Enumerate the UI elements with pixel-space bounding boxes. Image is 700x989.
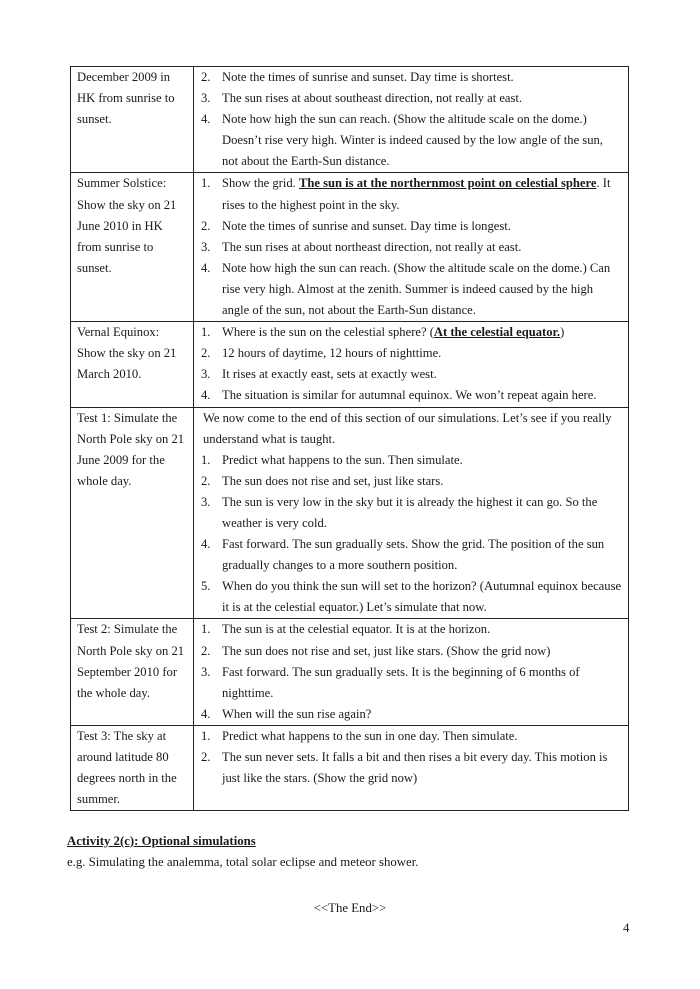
list-item (201, 576, 622, 618)
list-item (201, 641, 622, 662)
list-item (201, 173, 622, 215)
list-item (201, 450, 622, 471)
row-label: Test 3: The sky at around latitude 80 degrees north in the summer. (71, 725, 194, 810)
item-text: When do you think the sun will set to the horizon? (Autumnal equinox because it is at the celestial equator.) Let’s simulate that now. (222, 579, 622, 615)
item-text: The sun is at the celestial equator. It is at the horizon. (222, 622, 491, 637)
row-label: December 2009 in HK from sunrise to sunset. (71, 67, 194, 173)
item-text: Note the times of sunrise and sunset. Day time is shortest. (222, 70, 514, 84)
list-item (201, 471, 622, 492)
item-text: The sun never sets. It falls a bit and then rises a bit every day. This motion is just like the stars. (Show the grid now) (222, 750, 608, 786)
item-text: The sun does not rise and set, just like stars. (222, 473, 444, 488)
item-number: 2. (201, 218, 211, 233)
list-item (201, 726, 622, 747)
row-content (194, 725, 629, 810)
table-row (71, 725, 629, 810)
item-text: Fast forward. The sun gradually sets. It is the beginning of 6 months of nighttime. (222, 664, 580, 700)
row-content (194, 322, 629, 407)
item-text: Fast forward. The sun gradually sets. Show the grid. The position of the sun gradually changes to a more southern position. (222, 537, 605, 573)
list-item (201, 109, 622, 172)
emphasized-text: The sun is at the northernmost point on celestial sphere (298, 176, 597, 191)
text-segment: Where is the sun on the celestial sphere? ( (222, 325, 434, 340)
item-number: 1. (201, 728, 211, 743)
emphasized-text: At the celestial equator. (433, 325, 561, 340)
text-segment: ) (560, 325, 565, 340)
item-text: The sun rises at about southeast direction, not really at east. (222, 91, 523, 106)
item-number: 2. (201, 473, 211, 488)
list-item (201, 704, 622, 725)
list-item (201, 364, 622, 385)
item-text: The sun is very low in the sky but it is already the highest it can go. So the weather is very cold. (222, 494, 598, 530)
item-text: When will the sun rise again? (222, 706, 372, 721)
row-content (194, 173, 629, 322)
row-intro: We now come to the end of this section of our simulations. Let’s see if you really understand what is taught. (203, 410, 612, 446)
item-text: Predict what happens to the sun. Then simulate. (222, 452, 463, 467)
list-item (201, 619, 622, 640)
table-row (71, 407, 629, 619)
row-label: Summer Solstice: Show the sky on 21 June 2010 in HK from sunrise to sunset. (71, 173, 194, 322)
item-number: 3. (201, 494, 211, 509)
item-text: 12 hours of daytime, 12 hours of nighttime. (222, 346, 442, 361)
list-item (201, 662, 622, 704)
item-text: Note the times of sunrise and sunset. Day time is longest. (222, 218, 511, 233)
item-number: 2. (201, 750, 211, 764)
list-item (201, 492, 622, 534)
item-number: 3. (201, 664, 211, 679)
item-number: 1. (201, 452, 211, 467)
item-number: 5. (201, 579, 211, 594)
section-heading: Activity 2(c): Optional simulations (67, 834, 256, 848)
item-number: 4. (201, 260, 211, 275)
list-item (201, 322, 622, 343)
list-item (201, 216, 622, 237)
item-number: 1. (201, 622, 211, 637)
item-text: It rises at exactly east, sets at exactly west. (222, 367, 437, 382)
item-number: 4. (201, 388, 211, 403)
item-number: 4. (201, 112, 211, 127)
item-number: 1. (201, 176, 211, 191)
list-item (201, 258, 622, 321)
text-segment: Show the grid. (222, 176, 299, 191)
item-text: Note how high the sun can reach. (Show the altitude scale on the dome.) Can rise very high. Almost at the zenith. Summer is indeed caused by the high angle of the sun, not about the Earth-Sun distance. (222, 260, 611, 318)
table-row (71, 322, 629, 407)
list-item (201, 747, 622, 789)
item-number: 2. (201, 70, 211, 84)
text-segment: . It rises to the highest point in the sky. (222, 176, 611, 212)
row-content (194, 619, 629, 725)
row-label: Test 2: Simulate the North Pole sky on 21 September 2010 for the whole day. (71, 619, 194, 725)
item-number: 3. (201, 367, 211, 382)
row-content (194, 407, 629, 619)
list-item (201, 343, 622, 364)
item-text: The sun does not rise and set, just like stars. (Show the grid now) (222, 643, 551, 658)
list-item (201, 385, 622, 406)
row-content (194, 67, 629, 173)
item-number: 4. (201, 537, 211, 552)
item-text (222, 322, 622, 343)
item-number: 2. (201, 643, 211, 658)
list-item (201, 88, 622, 109)
table-row (71, 67, 629, 173)
item-number: 2. (201, 346, 211, 361)
item-number: 3. (201, 239, 211, 254)
activity-table (70, 66, 629, 811)
table-row (71, 619, 629, 725)
item-text: Note how high the sun can reach. (Show the altitude scale on the dome.) Doesn’t rise very high. Winter is indeed caused by the low angle of the sun, not about the Earth-Sun distance. (222, 112, 603, 169)
table-row (71, 173, 629, 322)
item-number: 1. (201, 325, 211, 340)
section-text: e.g. Simulating the analemma, total solar eclipse and meteor shower. (67, 855, 419, 869)
item-number: 4. (201, 706, 211, 721)
item-number: 3. (201, 91, 211, 106)
item-text: The sun rises at about northeast direction, not really at east. (222, 239, 522, 254)
list-item (201, 534, 622, 576)
list-item (201, 67, 622, 88)
page-number: 4 (623, 921, 630, 935)
row-label: Vernal Equinox: Show the sky on 21 March 2010. (71, 322, 194, 407)
end-marker: <<The End>> (313, 901, 387, 915)
row-label: Test 1: Simulate the North Pole sky on 21 June 2009 for the whole day. (71, 407, 194, 619)
list-item (201, 237, 622, 258)
item-text: Predict what happens to the sun in one day. Then simulate. (222, 728, 518, 743)
item-text (222, 173, 622, 215)
item-text: The situation is similar for autumnal equinox. We won’t repeat again here. (222, 388, 597, 403)
